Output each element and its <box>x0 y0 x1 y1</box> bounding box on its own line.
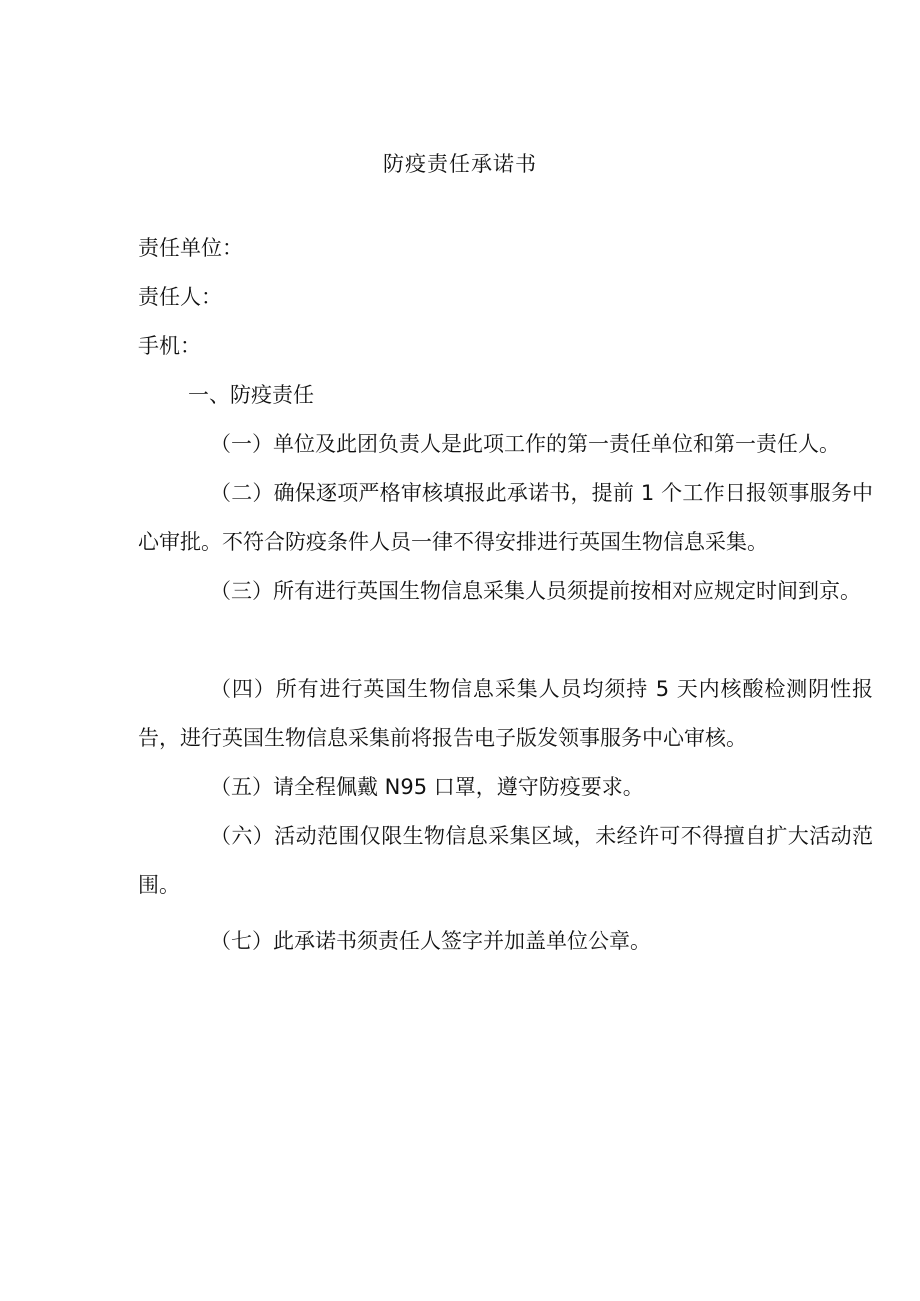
clause-2: （二）确保逐项严格审核填报此承诺书，提前 1 个工作日报领事服务中心审批。不符合防疫条件人员一律不得安排进行英国生物信息采集。 <box>138 481 873 554</box>
clause-1: （一）单位及此团负责人是此项工作的第一责任单位和第一责任人。 <box>210 432 840 456</box>
field-phone: 手机： <box>138 334 201 358</box>
clause-4: （四）所有进行英国生物信息采集人员均须持 5 天内核酸检测阴性报告，进行英国生物信息采集前将报告电子版发领事服务中心审核。 <box>138 677 873 750</box>
clause-3: （三）所有进行英国生物信息采集人员须提前按相对应规定时间到京。 <box>210 579 861 603</box>
field-responsible-unit: 责任单位： <box>138 236 243 260</box>
clause-5: （五）请全程佩戴 N95 口罩，遵守防疫要求。 <box>210 775 644 799</box>
field-responsible-person: 责任人： <box>138 285 222 309</box>
clause-7: （七）此承诺书须责任人签字并加盖单位公章。 <box>210 929 651 953</box>
section-heading: 一、防疫责任 <box>188 383 314 407</box>
document-title: 防疫责任承诺书 <box>383 152 537 176</box>
clause-6: （六）活动范围仅限生物信息采集区域，未经许可不得擅自扩大活动范围。 <box>138 824 873 897</box>
